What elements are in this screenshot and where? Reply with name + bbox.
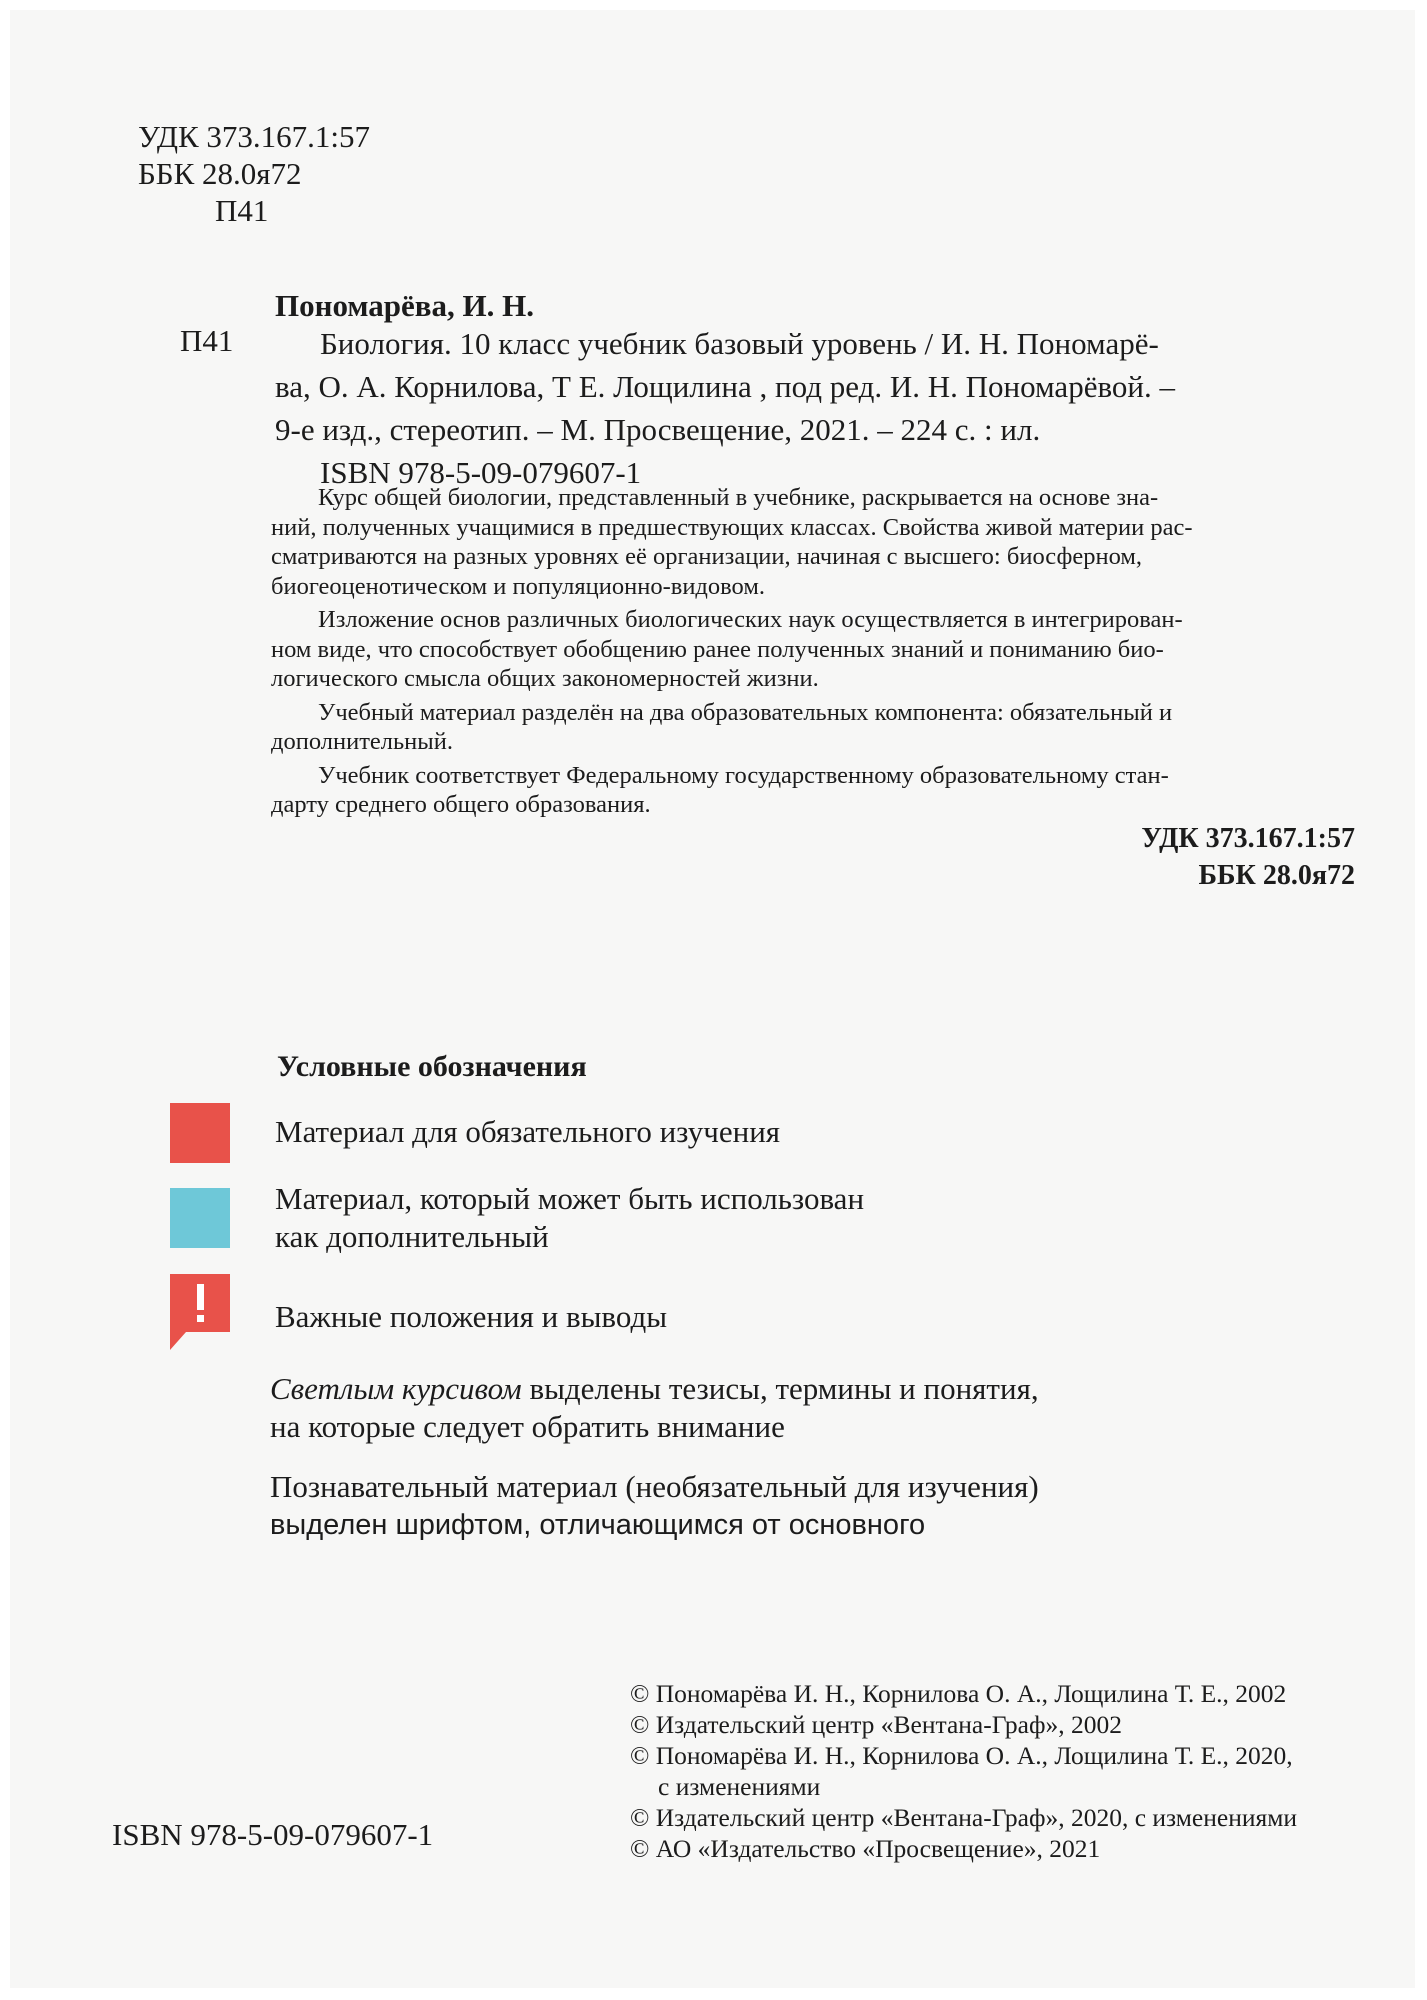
copyright-line: © Издательский центр «Вентана-Граф», 2020, с изменениями xyxy=(630,1803,1297,1832)
record-catalog-code: П41 xyxy=(180,323,234,358)
bib-line: ва, О. А. Корнилова, Т Е. Лощилина , под ред. И. Н. Пономарёвой. – xyxy=(275,369,1175,404)
classification-codes xyxy=(138,118,370,229)
italic-note-emphasis: Светлым курсивом xyxy=(270,1371,522,1406)
annotation xyxy=(271,483,1370,820)
annotation-line: сматриваются на разных уровнях её организации, начиная с высшего: биосферном, xyxy=(271,543,1142,570)
copyright-block xyxy=(630,1678,1297,1864)
annotation-line: биогеоценотическом и популяционно-видовом. xyxy=(271,572,765,600)
annotation-line: Учебный материал разделён на два образовательных компонента: обязательный и xyxy=(318,698,1173,726)
annotation-line: дарту среднего общего образования. xyxy=(271,791,651,818)
legend-label: Материал, который может быть использован xyxy=(275,1181,865,1216)
red-square-icon xyxy=(170,1103,230,1163)
annotation-paragraph xyxy=(271,761,1370,820)
page-sheet xyxy=(10,10,1415,1988)
bbk-code-right: ББК 28.0я72 xyxy=(1198,860,1355,891)
record-author: Пономарёва, И. Н. xyxy=(275,288,535,323)
annotation-line: Курс общей биологии, представленный в учебнике, раскрывается на основе зна- xyxy=(318,484,1159,511)
annotation-line: логического смысла общих закономерностей жизни. xyxy=(271,665,819,692)
bib-line: 9-е изд., стереотип. – М. Просвещение, 2021. – 224 с. : ил. xyxy=(275,412,1041,447)
annotation-line: Учебник соответствует Федеральному государственному образовательному стан- xyxy=(318,761,1169,789)
font-note-line1: Познавательный материал (необязательный для изучения) xyxy=(270,1469,1039,1504)
annotation-line: ном виде, что способствует обобщению ранее полученных знаний и пониманию био- xyxy=(271,635,1164,663)
bibliographic-description xyxy=(275,322,1370,494)
copyright-line: © АО «Издательство «Просвещение», 2021 xyxy=(630,1834,1101,1863)
copyright-line: © Пономарёва И. Н., Корнилова О. А., Лощилина Т. Е., 2020, xyxy=(630,1741,1293,1770)
annotation-paragraph xyxy=(271,698,1370,757)
italic-note-text: выделены тезисы, термины и понятия, xyxy=(521,1371,1039,1406)
annotation-paragraph xyxy=(271,483,1370,601)
isbn: ISBN 978-5-09-079607-1 xyxy=(112,1817,434,1852)
legend-title: Условные обозначения xyxy=(277,1050,587,1083)
udk-code-right: УДК 373.167.1:57 xyxy=(1141,823,1355,854)
author-mark: П41 xyxy=(215,193,269,228)
bib-line: Биология. 10 класс учебник базовый уровень / И. Н. Пономарё- xyxy=(320,326,1159,361)
codes-right xyxy=(1141,820,1355,894)
annotation-line: Изложение основ различных биологических наук осуществляется в интегрирован- xyxy=(318,606,1183,633)
legend-label: Важные положения и выводы xyxy=(275,1299,668,1334)
blue-square-icon xyxy=(170,1188,230,1248)
bbk-code: ББК 28.0я72 xyxy=(138,156,302,191)
font-note-line2: выделен шрифтом, отличающимся от основного xyxy=(270,1509,926,1541)
copyright-line: © Издательский центр «Вентана-Граф», 2002 xyxy=(630,1710,1122,1739)
legend-label: Материал для обязательного изучения xyxy=(275,1114,781,1149)
exclamation-flag-icon xyxy=(170,1274,232,1352)
annotation-paragraph xyxy=(271,605,1370,694)
copyright-line: с изменениями xyxy=(658,1772,821,1801)
udk-code: УДК 373.167.1:57 xyxy=(138,119,371,154)
copyright-line: © Пономарёва И. Н., Корнилова О. А., Лощилина Т. Е., 2002 xyxy=(630,1679,1287,1708)
annotation-line: дополнительный. xyxy=(271,728,453,755)
font-note xyxy=(270,1468,1039,1544)
annotation-line: ний, полученных учащимися в предшествующих классах. Свойства живой материи рас- xyxy=(271,513,1193,541)
bib-line: ISBN 978-5-09-079607-1 xyxy=(320,455,642,490)
legend-label: как дополнительный xyxy=(275,1219,549,1254)
italic-note xyxy=(270,1370,1039,1446)
italic-note-line2: на которые следует обратить внимание xyxy=(270,1409,785,1444)
